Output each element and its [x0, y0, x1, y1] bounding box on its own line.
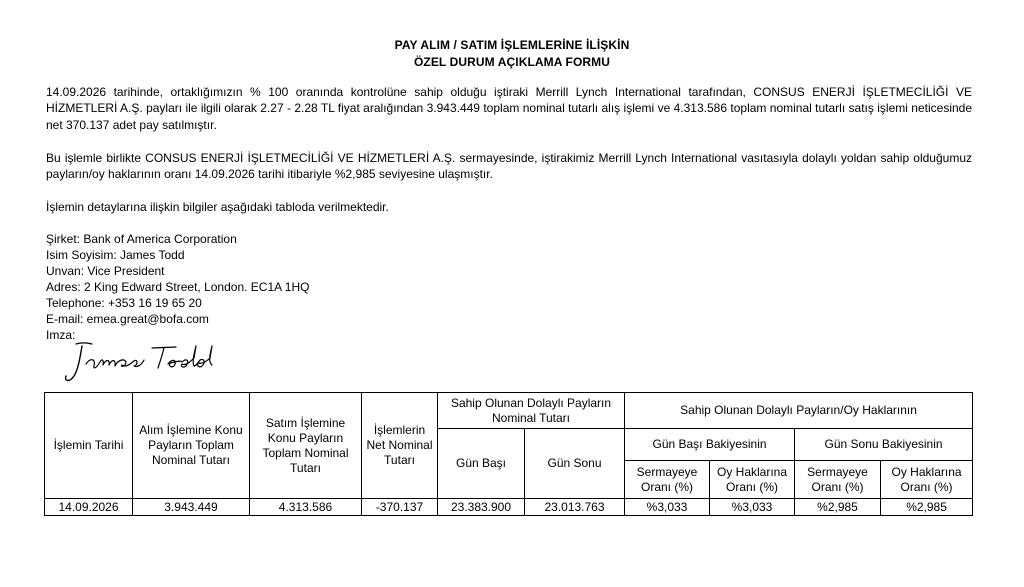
cell-day-end: 23.013.763 [525, 499, 625, 516]
cell-net-nominal: -370.137 [362, 499, 438, 516]
cell-date: 14.09.2026 [45, 499, 133, 516]
ownership-paragraph: Bu işlemle birlikte CONSUS ENERJİ İŞLETMECİLİĞİ VE HİZMETLERİ A.Ş. sermayesinde, iştirakimiz Merrill Lynch International vasıtasıyla dolaylı yoldan sahip olduğumuz payların/oy haklarının oranı 14.09.2026 tarihi itibariyle %2,985 seviyesine ulaşmıştır. [46, 151, 972, 182]
cell-buy-nominal: 3.943.449 [133, 499, 250, 516]
header-sell-nominal: Satım İşlemine Konu Payların Toplam Nominal Tutarı [250, 393, 362, 499]
header-indirect-ratio: Sahip Olunan Dolaylı Payların/Oy Haklarının [625, 393, 973, 429]
cell-sell-nominal: 4.313.586 [250, 499, 362, 516]
cell-capital-ratio-start: %3,033 [625, 499, 710, 516]
cell-vote-ratio-end: %2,985 [881, 499, 973, 516]
header-day-end-balance: Gün Sonu Bakiyesinin [795, 429, 973, 461]
title-line: Unvan: Vice President [46, 264, 165, 278]
header-indirect-nominal: Sahip Olunan Dolaylı Payların Nominal Tutarı [438, 393, 625, 429]
transaction-table [44, 392, 973, 516]
details-intro-paragraph: İşlemin detaylarına ilişkin bilgiler aşağıdaki tabloda verilmektedir. [46, 200, 389, 214]
header-vote-ratio-end: Oy Haklarına Oranı (%) [881, 461, 973, 499]
signature-image [60, 338, 230, 386]
signature-label: Imza: [46, 328, 76, 342]
company-line: Şirket: Bank of America Corporation [46, 232, 237, 246]
email-line: E-mail: emea.great@bofa.com [46, 312, 209, 326]
transaction-paragraph: 14.09.2026 tarihinde, ortaklığımızın % 100 oranında kontrolüne sahip olduğu iştiraki Merrill Lynch International tarafından, CONSUS ENERJİ İŞLETMECİLİĞİ VE HİZMETLERİ A.Ş. payları ile ilgili olarak 2.27 - 2.28 TL fiyat aralığından 3.943.449 toplam nominal tutarlı alış işlemi ve 4.313.586 toplam nominal tutarlı satış işlemi neticesinde net 370.137 adet pay satılmıştır. [46, 85, 972, 132]
table-row [45, 499, 973, 516]
header-vote-ratio-start: Oy Haklarına Oranı (%) [710, 461, 795, 499]
header-day-start: Gün Başı [438, 429, 525, 499]
cell-day-start: 23.383.900 [438, 499, 525, 516]
address-line: Adres: 2 King Edward Street, London. EC1A 1HQ [46, 280, 310, 294]
header-net-nominal: İşlemlerin Net Nominal Tutarı [362, 393, 438, 499]
header-day-start-balance: Gün Başı Bakiyesinin [625, 429, 795, 461]
form-title-line2: ÖZEL DURUM AÇIKLAMA FORMU [413, 55, 611, 69]
cell-capital-ratio-end: %2,985 [795, 499, 881, 516]
header-date: İşlemin Tarihi [45, 393, 133, 499]
cell-vote-ratio-start: %3,033 [710, 499, 795, 516]
header-capital-ratio-end: Sermayeye Oranı (%) [795, 461, 881, 499]
header-capital-ratio-start: Sermayeye Oranı (%) [625, 461, 710, 499]
phone-line: Telephone: +353 16 19 65 20 [46, 296, 202, 310]
header-day-end: Gün Sonu [525, 429, 625, 499]
form-title-line1: PAY ALIM / SATIM İŞLEMLERİNE İLİŞKİN [394, 38, 630, 52]
header-buy-nominal: Alım İşlemine Konu Payların Toplam Nominal Tutarı [133, 393, 250, 499]
name-line: Isim Soyisim: James Todd [46, 248, 185, 262]
